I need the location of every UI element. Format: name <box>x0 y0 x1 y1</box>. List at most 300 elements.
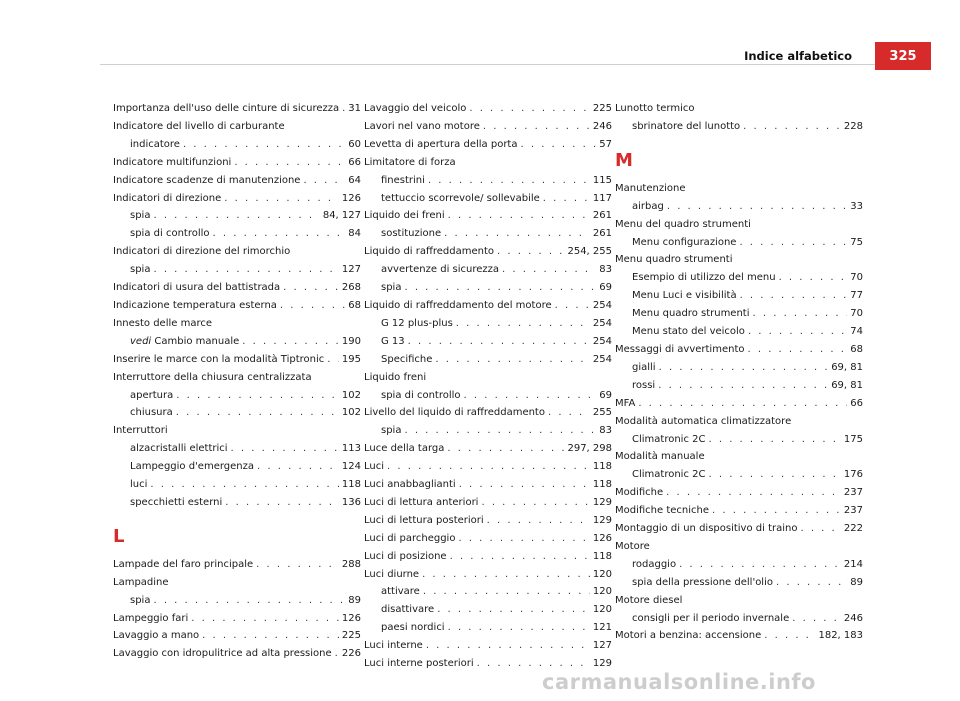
entry-label <box>632 287 737 305</box>
entry-text: apertura <box>130 389 174 401</box>
entry-pages: 237 <box>843 505 863 517</box>
index-column-1 <box>113 100 361 663</box>
entry-text: Indicatore scadenze di manutenzione <box>113 174 301 186</box>
entry-pages: 60 <box>348 138 361 150</box>
entry-text: Limitatore di forza <box>364 156 456 168</box>
entry-text: Manutenzione <box>615 182 686 194</box>
entry-label <box>130 404 173 422</box>
index-subentry <box>615 198 863 216</box>
entry-text: Climatronic 2C <box>632 433 706 445</box>
entry-label <box>130 207 150 225</box>
entry-text: airbag <box>632 200 664 212</box>
entry-pages: 66 <box>850 397 863 409</box>
entry-text: Liquido di raffreddamento del motore <box>364 299 552 311</box>
entry-text: Motore diesel <box>615 594 683 606</box>
dot-leader <box>153 261 338 279</box>
entry-prefix: vedi <box>130 335 152 347</box>
entry-pages: 254 <box>592 335 612 347</box>
index-entry <box>113 172 361 190</box>
index-subentry <box>364 190 612 208</box>
dot-leader <box>659 359 829 377</box>
entry-label <box>381 261 499 279</box>
dot-leader <box>555 297 590 315</box>
entry-text: Modifiche <box>615 487 664 499</box>
entry-pages: 69 <box>599 389 612 401</box>
entry-text: Lavaggio a mano <box>113 630 200 642</box>
entry-text: Luci diurne <box>364 568 420 580</box>
entry-text: Luci interne posteriori <box>364 658 474 670</box>
dot-leader <box>423 583 590 601</box>
index-entry <box>113 297 361 315</box>
index-entry <box>113 369 361 387</box>
index-subentry <box>113 261 361 279</box>
entry-label <box>381 387 461 405</box>
entry-text: spia <box>130 210 151 222</box>
index-subentry <box>113 440 361 458</box>
entry-text: Innesto delle marce <box>113 317 213 329</box>
dot-leader <box>283 279 339 297</box>
entry-label <box>364 512 484 530</box>
entry-label <box>130 387 173 405</box>
index-subentry <box>364 279 612 297</box>
index-entry <box>364 494 612 512</box>
index-entry <box>615 341 863 359</box>
entry-text: Modalità manuale <box>615 451 705 463</box>
entry-text: Importanza dell'uso delle cinture di sicurezza <box>113 103 340 114</box>
index-subentry <box>113 333 361 351</box>
index-subentry <box>615 234 863 252</box>
entry-label <box>130 476 147 494</box>
entry-label <box>113 556 253 574</box>
entry-pages: 255 <box>592 407 612 419</box>
dot-leader <box>667 198 847 216</box>
entry-label <box>632 118 740 136</box>
entry-text: Motore <box>615 540 650 552</box>
dot-leader <box>456 315 590 333</box>
index-entry <box>113 100 361 118</box>
entry-pages: 102 <box>341 389 361 401</box>
dot-leader <box>422 566 590 584</box>
dot-leader <box>153 592 345 610</box>
entry-label <box>381 315 453 333</box>
header-rule <box>100 64 875 65</box>
dot-leader <box>327 351 339 369</box>
entry-label <box>615 254 733 265</box>
dot-leader <box>459 476 590 494</box>
dot-leader <box>747 341 847 359</box>
index-entry <box>113 243 361 261</box>
entry-pages: 126 <box>341 612 361 624</box>
dot-leader <box>543 190 590 208</box>
index-entry <box>615 413 863 431</box>
entry-pages: 68 <box>850 343 863 355</box>
entry-text: Luci anabbaglianti <box>364 479 456 491</box>
dot-leader <box>448 207 590 225</box>
index-entry <box>364 566 612 584</box>
index-subentry <box>364 387 612 405</box>
entry-label <box>381 619 445 637</box>
entry-pages: 89 <box>348 594 361 606</box>
index-entry <box>364 548 612 566</box>
dot-leader <box>224 190 339 208</box>
index-column-3 <box>615 100 863 645</box>
entry-pages: 237 <box>843 487 863 499</box>
entry-label <box>113 190 221 208</box>
index-entry <box>615 216 863 234</box>
entry-pages: 254, 255 <box>567 246 612 258</box>
entry-label <box>632 323 745 341</box>
entry-text: Luci di parcheggio <box>364 532 456 544</box>
dot-leader <box>464 387 597 405</box>
dot-leader <box>776 574 847 592</box>
entry-label <box>364 637 423 655</box>
entry-label <box>632 234 736 252</box>
entry-text: spia <box>381 282 402 294</box>
entry-pages: 222 <box>843 523 863 535</box>
index-subentry <box>364 601 612 619</box>
dot-leader <box>256 556 339 574</box>
dot-leader <box>404 422 596 440</box>
entry-pages: 113 <box>341 443 361 455</box>
entry-label <box>113 279 280 297</box>
entry-label <box>113 627 199 645</box>
dot-leader <box>483 118 590 136</box>
entry-label <box>364 100 466 118</box>
entry-pages: 228 <box>843 120 863 132</box>
index-entry <box>364 637 612 655</box>
entry-label <box>113 246 290 257</box>
index-subentry <box>364 351 612 369</box>
dot-leader <box>764 627 815 645</box>
entry-text: Menu del quadro strumenti <box>615 218 751 230</box>
entry-label <box>113 610 188 628</box>
entry-label <box>113 372 312 383</box>
entry-pages: 69 <box>599 282 612 294</box>
dot-leader <box>225 494 339 512</box>
index-subentry <box>364 619 612 637</box>
dot-leader <box>234 154 345 172</box>
entry-label <box>615 395 635 413</box>
index-entry <box>364 369 612 387</box>
entry-text: Montaggio di un dispositivo di traino <box>615 523 798 535</box>
dot-leader <box>740 287 848 305</box>
entry-label <box>632 556 676 574</box>
entry-label <box>364 566 419 584</box>
dot-leader <box>739 234 847 252</box>
entry-pages: 120 <box>592 604 612 616</box>
entry-text: Liquido dei freni <box>364 210 445 222</box>
entry-text: sbrinatore del lunotto <box>632 120 741 132</box>
entry-pages: 246 <box>592 120 612 132</box>
entry-text: attivare <box>381 586 420 598</box>
entry-text: MFA <box>615 397 636 409</box>
dot-leader <box>800 520 840 538</box>
dot-leader <box>335 645 339 663</box>
entry-pages: 115 <box>592 174 612 186</box>
dot-leader <box>638 395 847 413</box>
index-entry <box>615 484 863 502</box>
entry-text: Luci <box>364 461 385 473</box>
entry-pages: 118 <box>592 550 612 562</box>
entry-label <box>364 476 456 494</box>
dot-leader <box>176 404 339 422</box>
index-subentry <box>615 610 863 628</box>
index-entry <box>364 243 612 261</box>
entry-label <box>615 520 797 538</box>
entry-pages: 31 <box>348 103 361 114</box>
entry-text: spia <box>381 425 402 437</box>
entry-text: Luci di posizione <box>364 550 447 562</box>
entry-label <box>364 548 447 566</box>
entry-pages: 246 <box>843 612 863 624</box>
index-subentry <box>615 556 863 574</box>
dot-leader <box>428 172 590 190</box>
entry-pages: 126 <box>592 532 612 544</box>
dot-leader <box>437 601 590 619</box>
entry-text: sostituzione <box>381 228 442 240</box>
entry-text: Liquido freni <box>364 371 427 383</box>
entry-label <box>381 190 540 208</box>
index-subentry <box>615 574 863 592</box>
entry-text: Cambio manuale <box>154 335 240 347</box>
entry-label <box>364 136 517 154</box>
dot-leader <box>183 136 345 154</box>
index-entry <box>615 395 863 413</box>
entry-label <box>364 530 455 548</box>
entry-label <box>381 279 401 297</box>
entry-text: Interruttore della chiusura centralizzata <box>113 371 312 383</box>
index-subentry <box>113 476 361 494</box>
entry-text: G 12 plus-plus <box>381 317 453 329</box>
entry-text: Indicatore multifunzioni <box>113 156 232 168</box>
entry-label <box>364 297 552 315</box>
entry-text: spia di controllo <box>130 228 210 240</box>
entry-pages: 254 <box>592 317 612 329</box>
index-subentry <box>615 359 863 377</box>
entry-text: alzacristalli elettrici <box>130 443 228 455</box>
entry-label <box>632 610 789 628</box>
entry-text: indicatore <box>130 138 180 150</box>
entry-pages: 120 <box>592 586 612 598</box>
entry-pages: 83 <box>599 264 612 276</box>
entry-text: G 13 <box>381 335 405 347</box>
index-entry <box>364 118 612 136</box>
entry-label <box>632 377 655 395</box>
index-entry <box>113 556 361 574</box>
entry-text: Menu quadro strumenti <box>632 308 750 320</box>
entry-pages: 127 <box>341 264 361 276</box>
dot-leader <box>753 305 848 323</box>
entry-label <box>113 154 231 172</box>
index-entry <box>113 574 361 592</box>
entry-pages: 68 <box>348 299 361 311</box>
watermark: carmanualsonline.info <box>542 670 816 694</box>
entry-label <box>632 359 656 377</box>
entry-label <box>381 351 432 369</box>
entry-pages: 33 <box>850 200 863 212</box>
entry-text: Luci di lettura anteriori <box>364 496 479 508</box>
entry-text: Lampeggio fari <box>113 612 189 624</box>
entry-label <box>632 305 750 323</box>
dot-leader <box>469 100 590 118</box>
entry-text: Levetta di apertura della porta <box>364 138 518 150</box>
entry-pages: 102 <box>341 407 361 419</box>
index-subentry <box>364 422 612 440</box>
entry-text: Menu quadro strumenti <box>615 254 733 266</box>
entry-label <box>615 627 761 645</box>
dot-leader <box>450 548 590 566</box>
index-subentry <box>615 287 863 305</box>
entry-text: gialli <box>632 361 656 373</box>
dot-leader <box>426 637 590 655</box>
dot-leader <box>666 484 841 502</box>
entry-pages: 69, 81 <box>831 379 863 391</box>
entry-pages: 118 <box>592 461 612 473</box>
entry-pages: 176 <box>843 469 863 481</box>
page-number: 325 <box>875 42 931 70</box>
index-entry <box>364 512 612 530</box>
entry-label <box>364 157 456 168</box>
entry-pages: 127 <box>592 640 612 652</box>
index-subentry <box>364 333 612 351</box>
index-entry <box>364 154 612 172</box>
entry-text: Indicatori di usura del battistrada <box>113 282 281 294</box>
index-subentry <box>364 225 612 243</box>
dot-leader <box>712 502 841 520</box>
index-subentry <box>113 387 361 405</box>
entry-pages: 84 <box>348 228 361 240</box>
dot-leader <box>497 243 564 261</box>
dot-leader <box>779 269 848 287</box>
index-entry <box>113 627 361 645</box>
entry-label <box>381 583 420 601</box>
entry-text: Menu Luci e visibilità <box>632 290 737 302</box>
entry-pages: 136 <box>341 496 361 508</box>
entry-label <box>113 425 168 436</box>
entry-text: Interruttori <box>113 425 168 437</box>
entry-pages: 64 <box>348 174 361 186</box>
entry-label <box>632 574 773 592</box>
index-subentry <box>364 261 612 279</box>
entry-label <box>113 100 339 118</box>
entry-pages: 261 <box>592 228 612 240</box>
entry-label <box>615 451 705 462</box>
dot-leader <box>303 172 345 190</box>
index-entry <box>364 458 612 476</box>
index-entry <box>615 448 863 466</box>
entry-text: Messaggi di avvertimento <box>615 343 745 355</box>
entry-text: Lavaggio del veicolo <box>364 103 467 114</box>
index-entry <box>364 100 612 118</box>
entry-pages: 226 <box>341 648 361 660</box>
dot-leader <box>708 431 840 449</box>
index-entry <box>113 645 361 663</box>
entry-label <box>113 121 285 132</box>
index-entry <box>364 530 612 548</box>
dot-leader <box>404 279 596 297</box>
entry-label <box>615 416 791 427</box>
entry-text: Menu stato del veicolo <box>632 326 745 338</box>
entry-label <box>615 484 663 502</box>
index-subentry <box>113 136 361 154</box>
entry-label <box>381 225 441 243</box>
index-subentry <box>113 494 361 512</box>
dot-leader <box>153 207 319 225</box>
entry-pages: 124 <box>341 461 361 473</box>
entry-pages: 225 <box>341 630 361 642</box>
entry-label <box>364 372 426 383</box>
entry-text: rodaggio <box>632 558 677 570</box>
index-subentry <box>615 323 863 341</box>
entry-pages: 75 <box>850 236 863 248</box>
index-subentry <box>615 466 863 484</box>
entry-pages: 182, 183 <box>818 630 863 642</box>
dot-leader <box>792 610 841 628</box>
index-entry <box>113 610 361 628</box>
entry-pages: 83 <box>599 425 612 437</box>
index-entry <box>113 279 361 297</box>
dot-leader <box>150 476 339 494</box>
entry-pages: 129 <box>592 496 612 508</box>
entry-label <box>113 172 300 190</box>
index-subentry <box>615 305 863 323</box>
dot-leader <box>458 530 589 548</box>
entry-text: luci <box>130 479 148 491</box>
entry-pages: 118 <box>341 479 361 491</box>
entry-label <box>364 404 545 422</box>
index-subentry <box>615 118 863 136</box>
index-subentry <box>615 431 863 449</box>
entry-text: Lunotto termico <box>615 103 695 114</box>
entry-pages: 74 <box>850 326 863 338</box>
entry-text: Modalità automatica climatizzatore <box>615 415 792 427</box>
entry-pages: 190 <box>341 335 361 347</box>
entry-text: spia di controllo <box>381 389 461 401</box>
entry-pages: 70 <box>850 272 863 284</box>
entry-text: Liquido di raffreddamento <box>364 246 495 258</box>
entry-label <box>113 351 324 369</box>
index-entry <box>615 251 863 269</box>
dot-leader <box>387 458 590 476</box>
entry-label <box>113 297 277 315</box>
dot-leader <box>242 333 339 351</box>
dot-leader <box>448 619 590 637</box>
dot-leader <box>280 297 345 315</box>
entry-label <box>130 494 222 512</box>
entry-label <box>130 440 228 458</box>
entry-pages: 84, 127 <box>322 210 361 222</box>
entry-pages: 126 <box>341 192 361 204</box>
entry-label <box>381 172 425 190</box>
entry-pages: 254 <box>592 299 612 311</box>
entry-text: Esempio di utilizzo del menu <box>632 272 776 284</box>
entry-label <box>364 207 445 225</box>
entry-text: Indicatore del livello di carburante <box>113 120 285 132</box>
entry-text: tettuccio scorrevole/ sollevabile <box>381 192 540 204</box>
entry-pages: 261 <box>592 210 612 222</box>
index-entry <box>113 118 361 136</box>
entry-pages: 225 <box>592 103 612 114</box>
entry-text: Lampade del faro principale <box>113 558 254 570</box>
entry-pages: 117 <box>592 192 612 204</box>
entry-text: Luce della targa <box>364 443 445 455</box>
dot-leader <box>481 494 589 512</box>
entry-text: Lavori nel vano motore <box>364 120 480 132</box>
entry-text: Luci di lettura posteriori <box>364 514 484 526</box>
index-entry <box>113 351 361 369</box>
index-subentry <box>113 458 361 476</box>
entry-label <box>632 269 776 287</box>
